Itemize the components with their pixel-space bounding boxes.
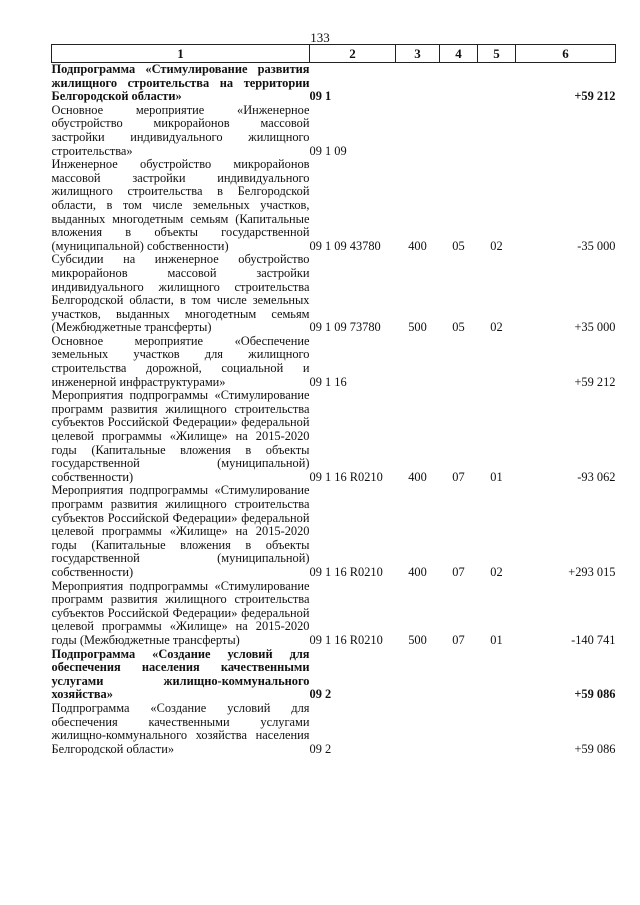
row-subsection: 02: [490, 320, 503, 335]
row-expense-type: [396, 104, 440, 158]
column-header-3: 3: [396, 45, 440, 63]
row-amount: -93 062: [577, 469, 616, 484]
row-section: [440, 335, 478, 389]
column-header-1: 1: [52, 45, 310, 63]
row-description: Мероприятия подпрограммы «Стимулирование программ развития жилищного строительства субъектов Российской Федерации» федеральной целевой программы «Жилище» на 2015-2020 годы (Капитальные вложения в объекты государственной (муниципальной) собственности): [51, 388, 310, 484]
row-code: 09 1: [309, 89, 332, 104]
row-expense-type: 400: [408, 564, 427, 579]
row-expense-type: 400: [408, 238, 427, 253]
row-amount: [516, 104, 616, 158]
row-description: Мероприятия подпрограммы «Стимулирование программ развития жилищного строительства субъектов Российской Федерации» федеральной целевой программы «Жилище» на 2015-2020 годы (Межбюджетные трансферты): [51, 578, 310, 647]
row-description: Подпрограмма «Создание условий для обеспечения качественными услугами жилищно-коммунального хозяйства населения Белгородской области»: [51, 700, 310, 756]
table-row: [52, 63, 616, 104]
row-subsection: [478, 648, 516, 702]
row-description: Субсидии на инженерное обустройство микрорайонов массовой застройки индивидуального жилищного строительства Белгородской области, в том числе земельных участков, выданных многодетным семьям (Межбюджетные трансферты): [51, 252, 310, 335]
row-expense-type: [396, 335, 440, 389]
column-header-4: 4: [440, 45, 478, 63]
table-row: [52, 104, 616, 158]
row-section: [440, 104, 478, 158]
row-code: 09 1 09 43780: [309, 238, 381, 253]
row-expense-type: 500: [408, 320, 427, 335]
row-code: 09 1 16 R0210: [309, 469, 383, 484]
table-row: [52, 648, 616, 702]
row-description: Основное мероприятие «Инженерное обустройство микрорайонов массовой застройки индивидуального жилищного строительства»: [51, 102, 310, 158]
row-section: [440, 702, 478, 756]
row-subsection: 02: [490, 564, 503, 579]
row-subsection: [478, 702, 516, 756]
row-amount: +35 000: [574, 320, 616, 335]
row-description: Мероприятия подпрограммы «Стимулирование программ развития жилищного строительства субъектов Российской Федерации» федеральной целевой программы «Жилище» на 2015-2020 годы (Капитальные вложения в объекты государственной (муниципальной) собственности): [51, 483, 310, 579]
page-number: 133: [310, 30, 330, 45]
column-header-6: 6: [516, 45, 616, 63]
table-row: [52, 702, 616, 756]
table-row: [52, 253, 616, 335]
column-header-row: [52, 45, 616, 63]
row-section: 05: [452, 238, 465, 253]
row-expense-type: 500: [408, 632, 427, 647]
row-subsection: 01: [490, 632, 503, 647]
row-section: 07: [452, 564, 465, 579]
row-expense-type: [396, 648, 440, 702]
row-code: 09 2: [309, 741, 332, 756]
table-row: [52, 580, 616, 648]
row-code: 09 2: [309, 687, 332, 702]
row-code: 09 1 16 R0210: [309, 632, 383, 647]
row-amount: +59 086: [574, 687, 616, 702]
table-row: [52, 484, 616, 579]
row-amount: +293 015: [568, 564, 616, 579]
row-section: [440, 63, 478, 104]
row-code: 09 1 16: [309, 374, 347, 389]
row-subsection: 01: [490, 469, 503, 484]
row-amount: -140 741: [571, 632, 616, 647]
row-amount: +59 212: [574, 374, 616, 389]
row-code: 09 1 09: [309, 143, 347, 158]
row-section: 07: [452, 469, 465, 484]
row-subsection: 02: [490, 238, 503, 253]
column-header-5: 5: [478, 45, 516, 63]
row-description: Основное мероприятие «Обеспечение земельных участков для жилищного строительства дорожной, социальной и инженерной инфраструктурами»: [51, 333, 310, 389]
row-amount: -35 000: [577, 238, 616, 253]
row-subsection: [478, 335, 516, 389]
row-section: [440, 648, 478, 702]
row-expense-type: 400: [408, 469, 427, 484]
column-header-2: 2: [310, 45, 396, 63]
row-description: Подпрограмма «Стимулирование развития жилищного строительства на территории Белгородской области»: [51, 62, 310, 104]
row-amount: +59 086: [574, 741, 616, 756]
row-section: 07: [452, 632, 465, 647]
row-description: Подпрограмма «Создание условий для обеспечения населения качественными услугами жилищно-коммунального хозяйства»: [51, 646, 310, 702]
row-code: 09 1 16 R0210: [309, 564, 383, 579]
row-subsection: [478, 104, 516, 158]
table-row: [52, 158, 616, 253]
table-row: [52, 335, 616, 389]
row-amount: +59 212: [574, 89, 616, 104]
budget-table: [51, 44, 616, 756]
row-section: 05: [452, 320, 465, 335]
row-expense-type: [396, 63, 440, 104]
row-expense-type: [396, 702, 440, 756]
row-code: 09 1 09 73780: [309, 320, 381, 335]
table-row: [52, 389, 616, 484]
row-description: Инженерное обустройство микрорайонов массовой застройки индивидуального жилищного строительства в Белгородской области, в том числе земельных участков, выданных многодетным семьям (Капитальные вложения в объекты государственной (муниципальной) собственности): [51, 157, 310, 253]
row-subsection: [478, 63, 516, 104]
